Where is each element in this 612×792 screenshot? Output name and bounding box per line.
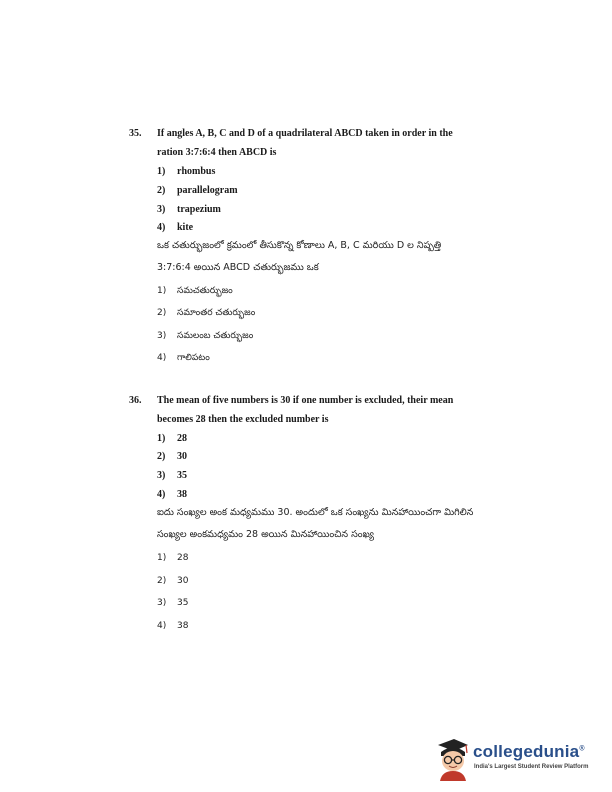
option-en-1: 1) 28 bbox=[157, 433, 187, 444]
option-en-2: 2) parallelogram bbox=[157, 185, 238, 196]
question-stem-line-2: ration 3:7:6:4 then ABCD is bbox=[157, 147, 277, 158]
option-te-2: 2) 30 bbox=[157, 576, 189, 586]
telugu-stem-line-2: 3:7:6:4 అయిన ABCD చతుర్భుజము ఒక bbox=[157, 262, 319, 273]
telugu-stem-line-2: సంఖ్యల అంకమధ్యమం 28 అయిన మినహాయించిన సంఖ్య bbox=[157, 529, 375, 540]
option-te-2: 2) సమాంతర చతుర్భుజం bbox=[157, 308, 256, 318]
option-en-3: 3) 35 bbox=[157, 470, 187, 481]
option-en-4: 4) 38 bbox=[157, 489, 187, 500]
question-stem-line-1: If angles A, B, C and D of a quadrilateral ABCD taken in order in the bbox=[157, 128, 453, 139]
option-en-2: 2) 30 bbox=[157, 451, 187, 462]
option-en-4: 4) kite bbox=[157, 222, 194, 233]
brand-logo-text: collegedunia® bbox=[473, 742, 585, 761]
telugu-stem-line-1: ఒక చతుర్భుజంలో క్రమంలో తీసుకొన్న కోణాలు A, B, C మరియు D ల నిష్పత్తి bbox=[157, 240, 442, 251]
option-te-1: 1) సమచతుర్భుజం bbox=[157, 286, 233, 296]
option-te-1: 1) 28 bbox=[157, 553, 189, 563]
question-number: 35. bbox=[129, 128, 142, 139]
option-te-3: 3) 35 bbox=[157, 598, 189, 608]
question-stem-line-2: becomes 28 then the excluded number is bbox=[157, 414, 329, 425]
question-stem-line-1: The mean of five numbers is 30 if one number is excluded, their mean bbox=[157, 395, 454, 406]
brand-tagline: India's Largest Student Review Platform bbox=[474, 764, 589, 770]
question-number: 36. bbox=[129, 395, 142, 406]
telugu-stem-line-1: ఐదు సంఖ్యల అంక మధ్యమము 30. అందులో ఒక సంఖ్యను మినహాయించగా మిగిలిన bbox=[157, 507, 474, 518]
option-en-1: 1) rhombus bbox=[157, 166, 216, 177]
option-te-3: 3) సమలంబ చతుర్భుజం bbox=[157, 331, 254, 341]
option-te-4: 4) గాలిపటం bbox=[157, 353, 210, 363]
option-te-4: 4) 38 bbox=[157, 621, 189, 631]
option-en-3: 3) trapezium bbox=[157, 204, 221, 215]
